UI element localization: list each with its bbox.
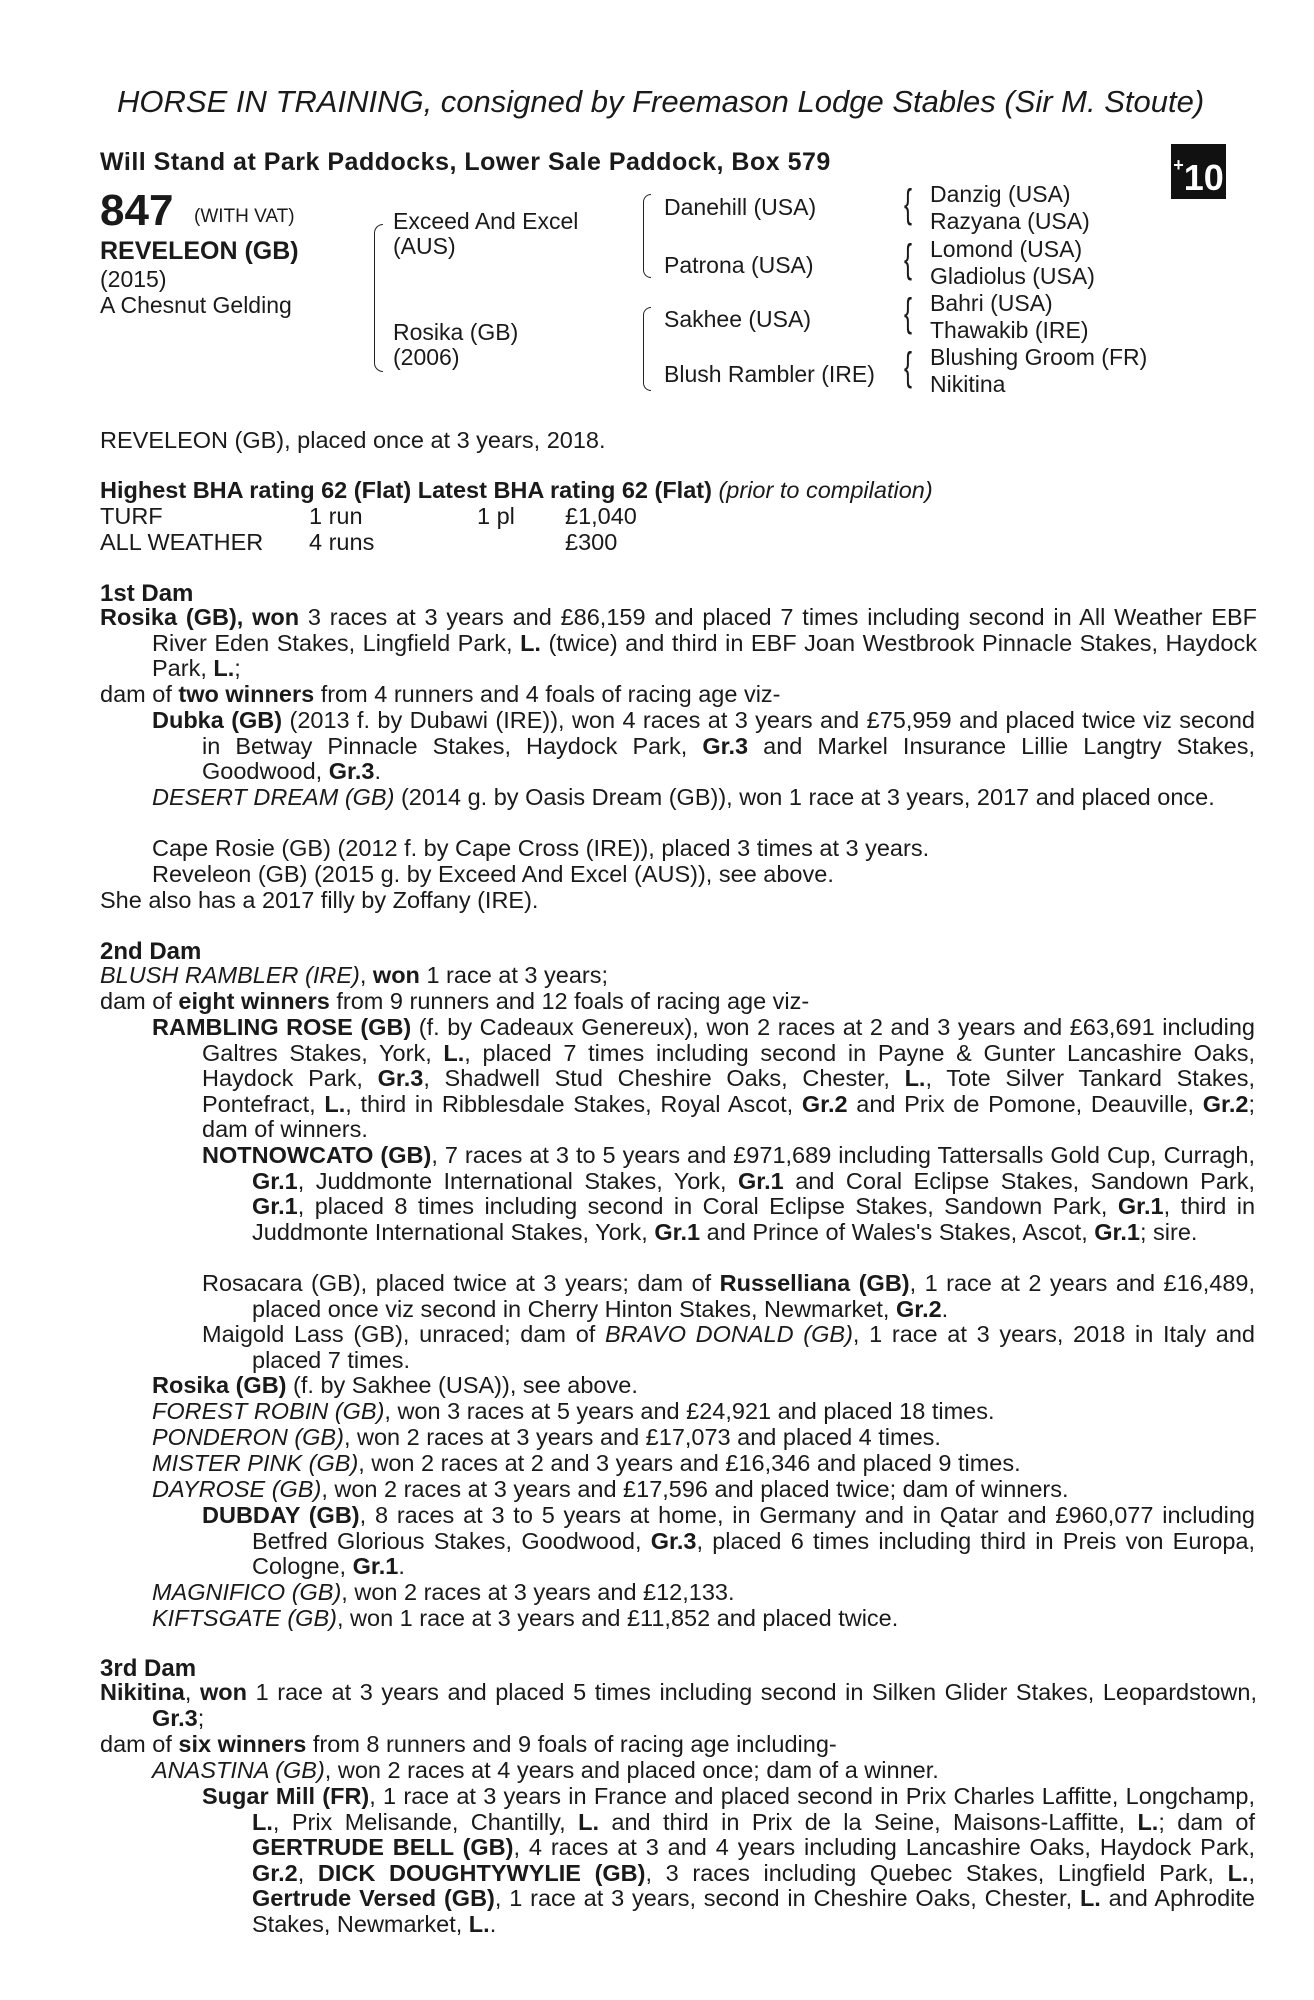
page-header: HORSE IN TRAINING, consigned by Freemason Lodge Stables (Sir M. Stoute) <box>117 84 1205 119</box>
pedigree-dam-sire: Sakhee (USA) <box>664 306 812 332</box>
produce-desert-dream: DESERT DREAM (GB) (2014 g. by Oasis Dream (GB)), won 1 race at 3 years, 2017 and placed once. <box>152 784 1215 810</box>
dam2-record: BLUSH RAMBLER (IRE), won 1 race at 3 years; <box>100 962 609 988</box>
pedigree-brace-main <box>374 224 383 372</box>
logo-badge: +10 <box>1171 144 1226 199</box>
produce-forest-robin: FOREST ROBIN (GB), won 3 races at 5 years and £24,921 and placed 18 times. <box>152 1398 995 1424</box>
record-surface: ALL WEATHER <box>100 529 264 555</box>
produce-dayrose: DAYROSE (GB), won 2 races at 3 years and £17,596 and placed twice; dam of winners. <box>152 1476 1069 1502</box>
pedigree-sds: Lomond (USA) <box>930 236 1083 262</box>
record-money: £1,040 <box>565 503 637 529</box>
pedigree-brace-sire <box>643 194 651 278</box>
horse-year: (2015) <box>100 266 167 292</box>
horse-name: REVELEON (GB) <box>100 237 299 265</box>
produce-magnifico: MAGNIFICO (GB), won 2 races at 3 years and £12,133. <box>152 1579 735 1605</box>
produce-reveleon: Reveleon (GB) (2015 g. by Exceed And Excel (AUS)), see above. <box>152 861 834 887</box>
produce-notnowcato: NOTNOWCATO (GB), 7 races at 3 to 5 years and £971,689 including Tattersalls Gold Cup, Curragh, Gr.1, Juddmonte International Stakes, York, Gr.1 and Coral Eclipse Stakes, Sandown Park, Gr.1, placed 8 times including second in Coral Eclipse Stakes, Sandown Park, Gr.1, third in Juddmonte International Stakes, York, Gr.1 and Prince of Wales's Stakes, Ascot, Gr.1; sire. <box>202 1142 1256 1245</box>
record-money: £300 <box>565 529 618 555</box>
brace-1: { <box>904 182 913 226</box>
produce-rosika: Rosika (GB) (f. by Sakhee (USA)), see above. <box>152 1372 638 1398</box>
brace-4: { <box>904 345 913 389</box>
dam2-title: 2nd Dam <box>100 938 202 965</box>
pedigree-brace-dam <box>643 307 651 391</box>
brace-2: { <box>904 237 913 281</box>
rating-text: Highest BHA rating 62 (Flat) Latest BHA rating 62 (Flat) <box>100 477 712 503</box>
lot-number: 847 <box>100 186 174 235</box>
horse-description: A Chesnut Gelding <box>100 292 292 318</box>
race-summary: REVELEON (GB), placed once at 3 years, 2018. <box>100 427 606 453</box>
pedigree-sire-sire: Danehill (USA) <box>664 194 817 220</box>
produce-cape-rosie: Cape Rosie (GB) (2012 f. by Cape Cross (IRE)), placed 3 times at 3 years. <box>152 835 930 861</box>
stand-location: Will Stand at Park Paddocks, Lower Sale Paddock, Box 579 <box>100 148 831 176</box>
produce-dubka: Dubka (GB) (2013 f. by Dubawi (IRE)), won 4 races at 3 years and £75,959 and placed twice viz second in Betway Pinnacle Stakes, Haydock Park, Gr.3 and Markel Insurance Lillie Langtry Stakes, Goodwood, Gr.3. <box>152 707 1255 785</box>
dam1-title: 1st Dam <box>100 580 194 607</box>
produce-rambling-rose: RAMBLING ROSE (GB) (f. by Cadeaux Genereux), won 2 races at 2 and 3 years and £63,691 including Galtres Stakes, York, L., placed 7 times including second in Payne & Gunter Lancashire Oaks, Haydock Park, Gr.3, Shadwell Stud Cheshire Oaks, Chester, L., Tote Silver Tankard Stakes, Pontefract, L., third in Ribblesdale Stakes, Royal Ascot, Gr.2 and Prix de Pomone, Deauville, Gr.2; dam of winners. <box>152 1014 1256 1143</box>
dam3-title: 3rd Dam <box>100 1655 197 1682</box>
brace-3: { <box>904 291 913 335</box>
produce-ponderon: PONDERON (GB), won 2 races at 3 years and £17,073 and placed 4 times. <box>152 1424 941 1450</box>
dam2-produce-intro: dam of eight winners from 9 runners and 12 foals of racing age viz- <box>100 988 810 1014</box>
pedigree-dam: Rosika (GB) (2006) <box>393 319 519 370</box>
produce-maigold-lass: Maigold Lass (GB), unraced; dam of BRAVO DONALD (GB), 1 race at 3 years, 2018 in Italy and placed 7 times. <box>202 1321 1255 1373</box>
record-surface: TURF <box>100 503 163 529</box>
dam3-record: Nikitina, won 1 race at 3 years and placed 5 times including second in Silken Glider Stakes, Leopardstown, Gr.3; <box>100 1679 1258 1731</box>
pedigree-dds: Blushing Groom (FR) <box>930 344 1148 370</box>
vat-label: (WITH VAT) <box>194 206 295 227</box>
dam3-produce-intro: dam of six winners from 8 runners and 9 foals of racing age including- <box>100 1731 837 1757</box>
rating-note: (prior to compilation) <box>718 477 933 503</box>
pedigree-sss: Danzig (USA) <box>930 181 1071 207</box>
pedigree-dam-dam: Blush Rambler (IRE) <box>664 361 875 387</box>
pedigree-sdd: Gladiolus (USA) <box>930 263 1095 289</box>
dam1-record: Rosika (GB), won 3 races at 3 years and £86,159 and placed 7 times including second in All Weather EBF River Eden Stakes, Lingfield Park, L. (twice) and third in EBF Joan Westbrook Pinnacle Stakes, Haydock Park, L.; <box>100 604 1257 682</box>
produce-dubday: DUBDAY (GB), 8 races at 3 to 5 years at home, in Germany and in Qatar and £960,077 including Betfred Glorious Stakes, Goodwood, Gr.3, placed 6 times including third in Preis von Europa, Cologne, Gr.1. <box>202 1502 1255 1580</box>
produce-kiftsgate: KIFTSGATE (GB), won 1 race at 3 years and £11,852 and placed twice. <box>152 1605 899 1631</box>
record-runs: 4 runs <box>309 529 375 555</box>
produce-sugar-mill: Sugar Mill (FR), 1 race at 3 years in France and placed second in Prix Charles Laffitte, Longchamp, L., Prix Melisande, Chantilly, L. and third in Prix de la Seine, Maisons-Laffitte, L.; dam of GERTRUDE BELL (GB), 4 races at 3 and 4 years including Lancashire Oaks, Haydock Park, Gr.2, DICK DOUGHTYWYLIE (GB), 3 races including Quebec Stakes, Lingfield Park, L., Gertrude Versed (GB), 1 race at 3 years, second in Cheshire Oaks, Chester, L. and Aphrodite Stakes, Newmarket, L.. <box>202 1783 1256 1937</box>
pedigree-sire-dam: Patrona (USA) <box>664 252 814 278</box>
record-runs: 1 run <box>309 503 363 529</box>
pedigree-ssd: Razyana (USA) <box>930 208 1090 234</box>
bha-ratings <box>100 477 933 504</box>
pedigree-ddd: Nikitina <box>930 371 1006 397</box>
dam1-note: She also has a 2017 filly by Zoffany (IRE). <box>100 887 539 913</box>
pedigree-sire: Exceed And Excel (AUS) <box>393 208 579 259</box>
pedigree-dsd: Thawakib (IRE) <box>930 317 1089 343</box>
produce-rosacara: Rosacara (GB), placed twice at 3 years; dam of Russelliana (GB), 1 race at 2 years and £16,489, placed once viz second in Cherry Hinton Stakes, Newmarket, Gr.2. <box>202 1270 1255 1322</box>
dam1-produce-intro: dam of two winners from 4 runners and 4 foals of racing age viz- <box>100 681 781 707</box>
produce-mister-pink: MISTER PINK (GB), won 2 races at 2 and 3 years and £16,346 and placed 9 times. <box>152 1450 1021 1476</box>
record-placed: 1 pl <box>477 503 515 529</box>
produce-anastina: ANASTINA (GB), won 2 races at 4 years and placed once; dam of a winner. <box>152 1757 939 1783</box>
pedigree-dss: Bahri (USA) <box>930 290 1053 316</box>
